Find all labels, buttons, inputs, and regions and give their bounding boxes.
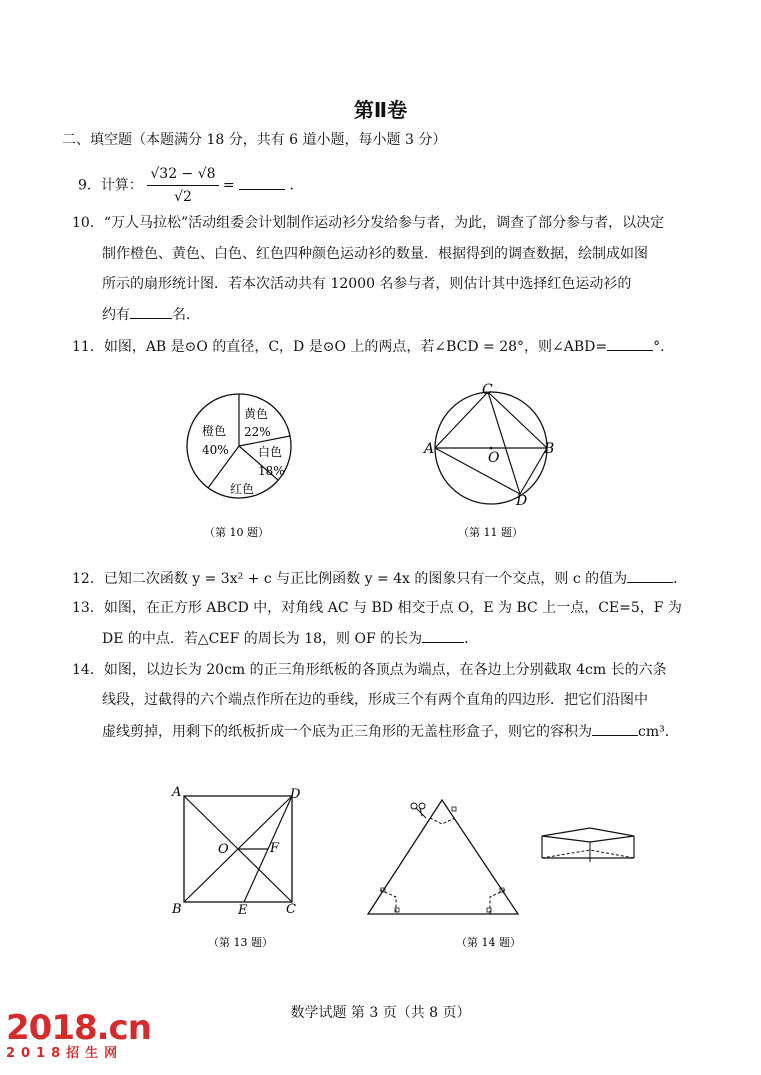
box-top-rim [542, 828, 634, 842]
watermark-small: 2018招生网 [6, 1046, 124, 1061]
pie-pct-yellow: 22% [244, 425, 271, 439]
answer-blank-12[interactable] [627, 568, 673, 583]
q13-line-2-pre: DE 的中点．若△CEF 的周长为 18，则 OF 的长为 [102, 631, 423, 647]
square-caption: （第 13 题） [208, 936, 273, 949]
q9-numerator: √32 − √8 [147, 164, 218, 186]
label-o: O [218, 842, 229, 857]
label-b: B [544, 441, 555, 457]
q12-text: 12．已知二次函数 y = 3x² + c 与正比例函数 y = 4x 的图象只有一个交点，则 c 的值为 [72, 571, 628, 587]
scissors-icon [411, 803, 426, 818]
question-12 [72, 568, 687, 589]
q13-line-2-post: ． [464, 631, 479, 647]
label-d: D [290, 787, 301, 802]
label-c: C [482, 382, 493, 398]
q9-prefix: 9．计算： [78, 177, 143, 194]
label-c: C [286, 902, 296, 917]
top-cut-line [430, 818, 455, 824]
box-hidden-edges [542, 850, 634, 858]
q10-line-4-pre: 约有 [102, 307, 130, 323]
circle-figure [420, 380, 560, 540]
watermark-big: 2018.cn [6, 1008, 151, 1048]
label-e: E [238, 903, 248, 918]
section-heading: 二、填空题（本题满分 18 分，共有 6 道小题，每小题 3 分） [62, 132, 447, 148]
q11-text: 11．如图，AB 是⊙O 的直径，C，D 是⊙O 上的两点，若∠BCD = 28°，则∠ABD= [72, 339, 608, 355]
triangle-figure [360, 790, 530, 950]
bottom-right-cut-line [490, 890, 505, 914]
answer-blank-9[interactable] [239, 175, 285, 190]
q14-line-3-post: cm³． [638, 724, 679, 740]
label-a: A [424, 441, 435, 457]
q10-line-1: 10．“万人马拉松”活动组委会计划制作运动衫分发给参与者，为此，调查了部分参与者，以决定 [72, 215, 665, 231]
label-b: B [172, 902, 182, 917]
q9-equals: = [223, 177, 235, 194]
pie-label-red: 红色 [230, 482, 255, 496]
q13-line-1: 13．如图，在正方形 ABCD 中，对角线 AC 与 BD 相交于点 O，E 为 BC 上一点，CE=5，F 为 [72, 600, 682, 616]
watermark-logo [6, 1010, 151, 1062]
answer-blank-11[interactable] [607, 336, 653, 351]
q14-line-3-pre: 虚线剪掉，用剩下的纸板折成一个底为正三角形的无盖柱形盒子，则它的容积为 [102, 724, 592, 740]
page-footer: 数学试题 第 3 页（共 8 页） [290, 1005, 471, 1021]
question-11 [72, 336, 674, 357]
circle-caption: （第 11 题） [458, 526, 523, 539]
pie-label-orange: 橙色 [202, 424, 227, 438]
answer-blank-13[interactable] [422, 628, 464, 643]
label-o: O [488, 450, 500, 466]
chord-bd [520, 448, 547, 494]
q10-line-3: 所示的扇形统计图．若本次活动共有 12000 名参与者，则估计其中选择红色运动衫的 [102, 276, 632, 292]
q14-line-3 [102, 721, 679, 742]
square-figure [168, 780, 308, 950]
answer-blank-10[interactable] [130, 304, 172, 319]
q10-line-4-post: 名． [172, 307, 200, 323]
q11-end: °． [653, 339, 675, 355]
pie-label-yellow: 黄色 [244, 407, 269, 421]
q12-end: ． [673, 571, 688, 587]
pie-chart-figure [180, 390, 310, 540]
q13-line-2 [102, 628, 478, 649]
center-dot [490, 447, 493, 450]
label-a: A [172, 785, 182, 800]
q14-line-2: 线段，过截得的六个端点作所在边的垂线，形成三个有两个直角的四边形．把它们沿图中 [102, 692, 648, 708]
box-figure [538, 826, 638, 866]
pie-caption: （第 10 题） [204, 526, 269, 539]
page-title: 第Ⅱ卷 [353, 98, 408, 122]
q9-fraction [147, 164, 218, 207]
answer-blank-14[interactable] [592, 721, 638, 736]
q14-line-1: 14．如图，以边长为 20cm 的正三角形纸板的各顶点为端点，在各边上分别截取 4cm 长的六条 [72, 662, 667, 678]
pie-pct-white: 18% [258, 464, 285, 478]
q9-end: ． [289, 177, 304, 194]
q10-line-4 [102, 304, 200, 325]
label-d: D [516, 493, 528, 509]
bottom-left-cut-line [380, 890, 396, 914]
label-f: F [270, 841, 280, 856]
triangle-caption: （第 14 题） [456, 936, 521, 949]
q10-line-2: 制作橙色、黄色、白色、红色四种颜色运动衫的数量．根据得到的调查数据，绘制成如图 [102, 246, 648, 262]
equilateral-triangle [368, 800, 518, 914]
q9-denominator: √2 [174, 189, 192, 205]
top-right-angle-mark [452, 807, 456, 811]
pie-label-white: 白色 [258, 445, 283, 459]
pie-pct-orange: 40% [202, 443, 229, 457]
question-9 [78, 164, 304, 207]
